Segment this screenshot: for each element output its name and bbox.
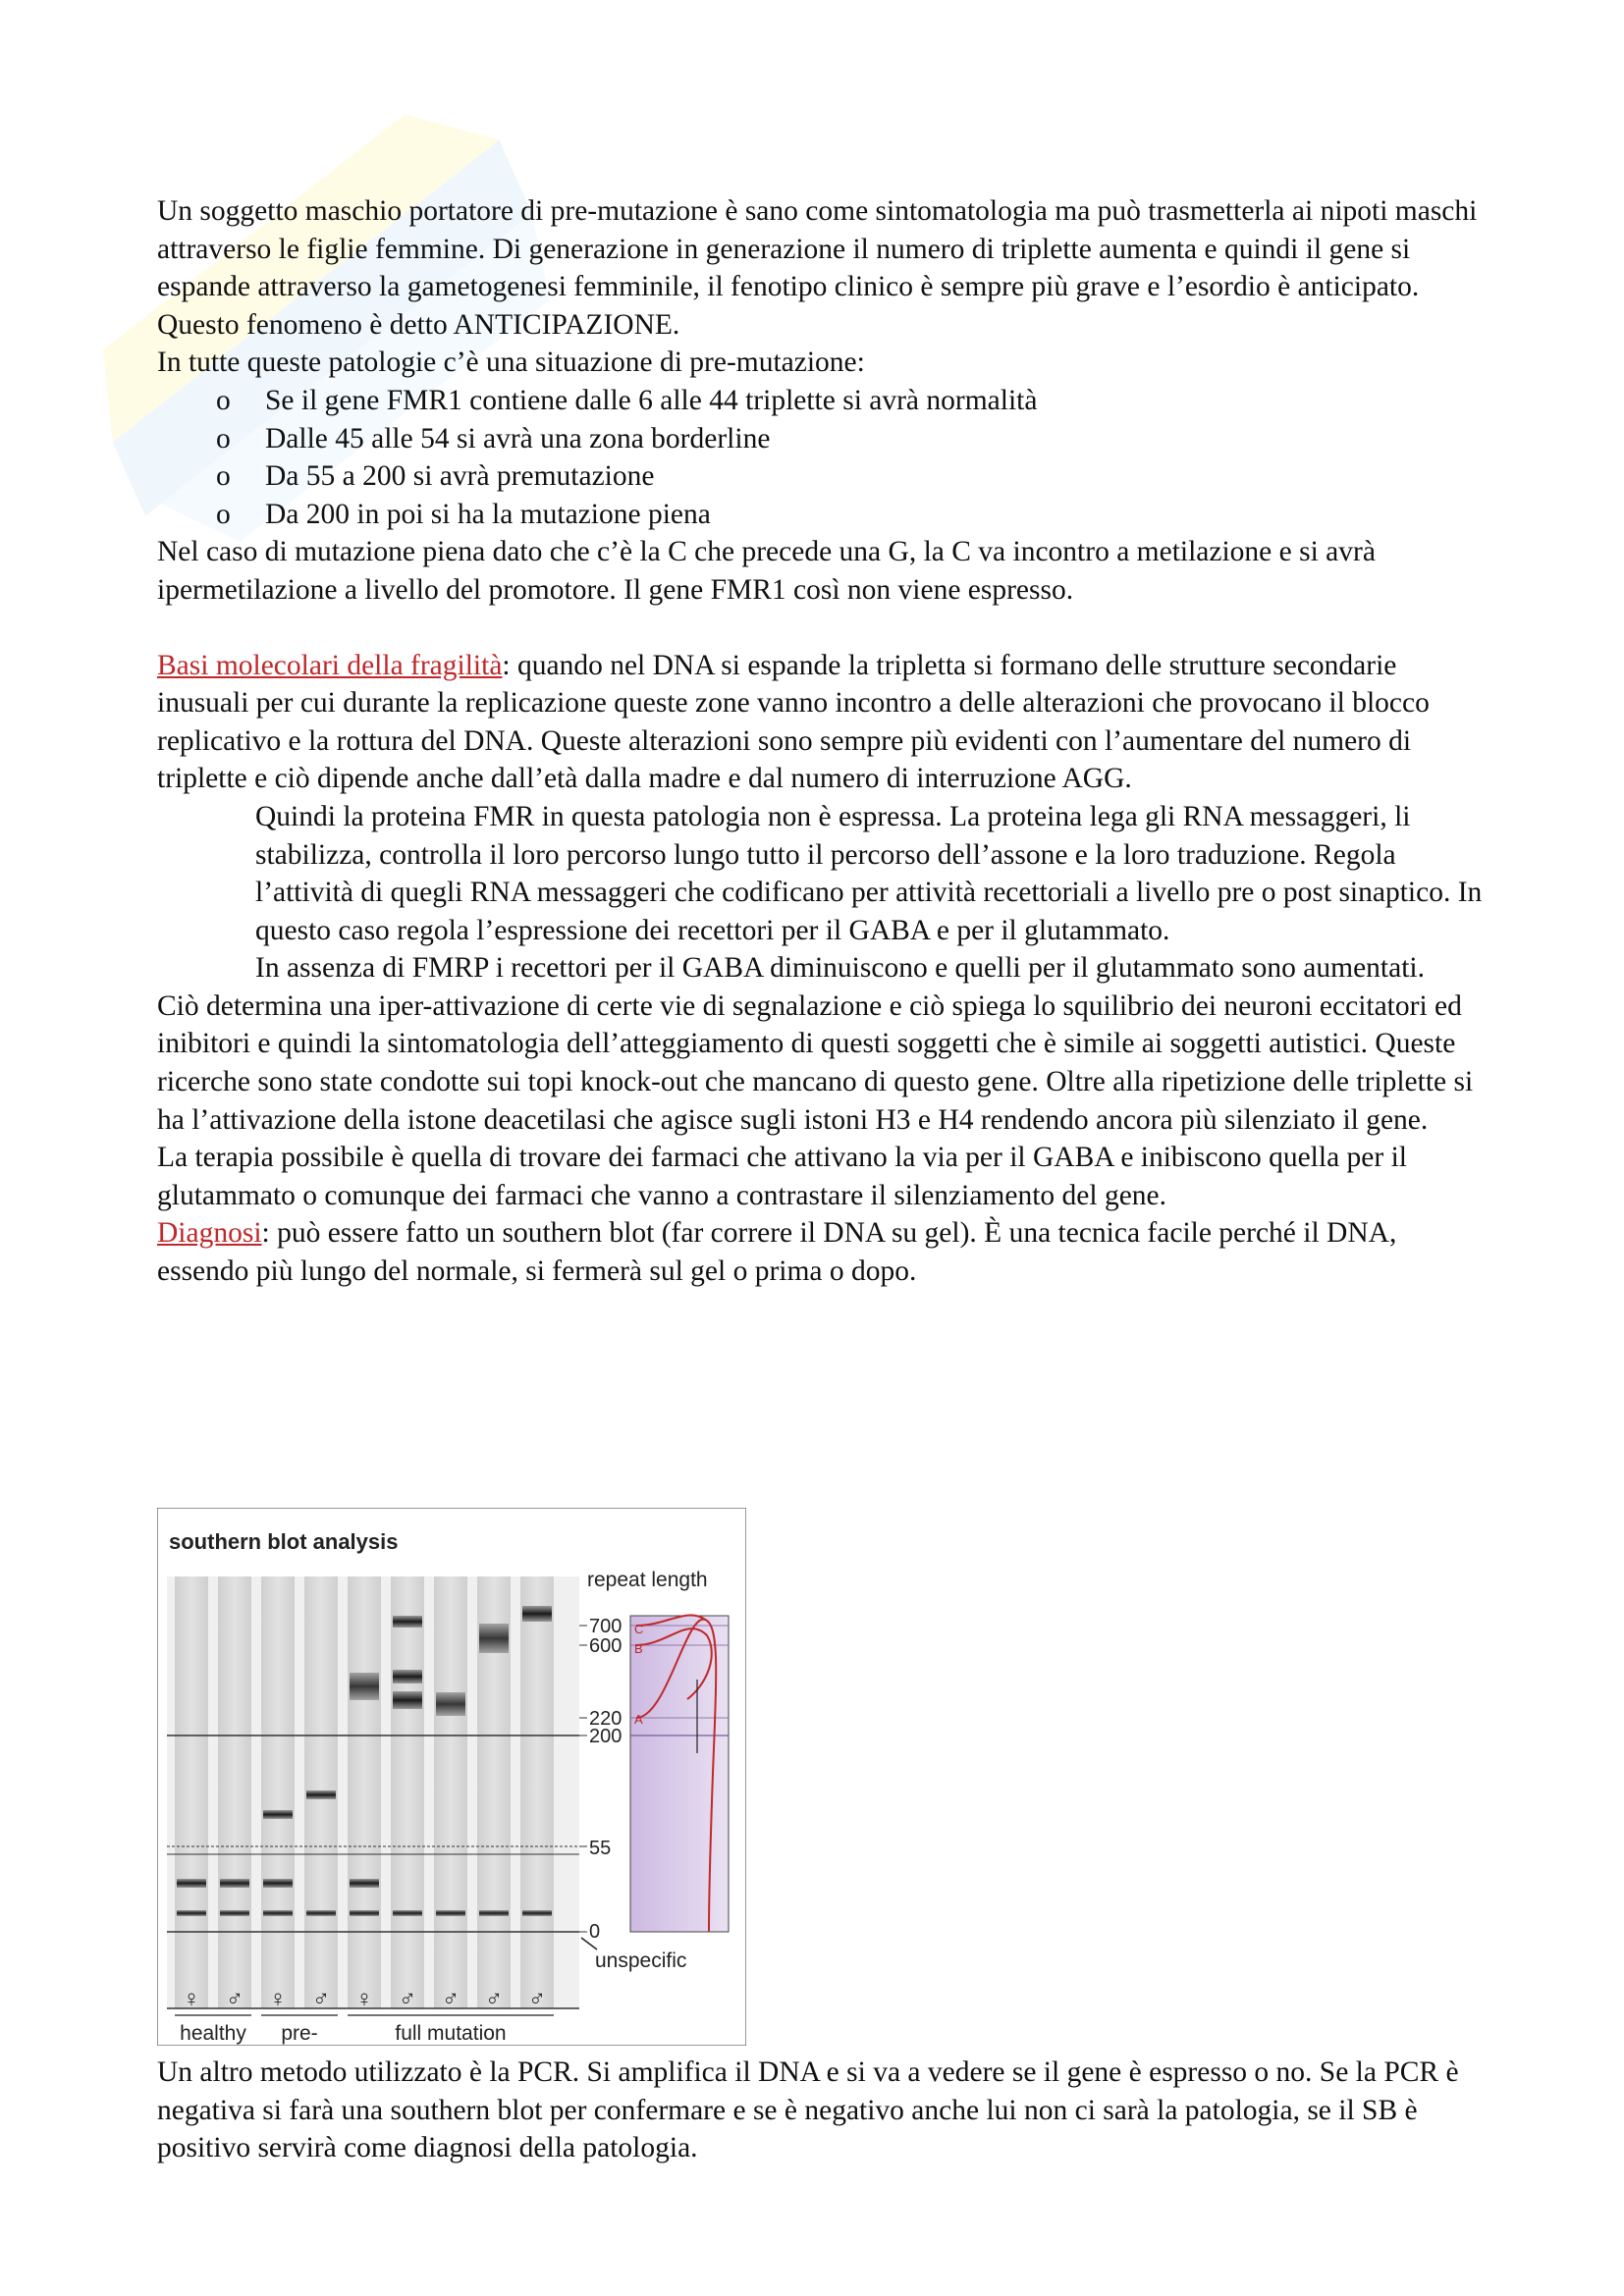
paragraph-proteina-fmr: Quindi la proteina FMR in questa patologia non è espressa. La proteina lega gli RNA messaggeri, li stabilizza, controlla il loro percorso lungo tutto il percorso dell’assone e la loro traduzione. Regola l’attività di quegli RNA messaggeri che codificano per attività recettoriali a livello pre o post sinaptico. In questo caso regola l’espressione dei recettori per il GABA e per il glutammato. — [255, 800, 1483, 946]
group-label-healthy: healthy — [180, 2022, 246, 2045]
sex-symbol: ♀ — [269, 1986, 287, 2012]
sex-symbol: ♂ — [442, 1986, 460, 2012]
tick-label: 220 — [589, 1708, 623, 1730]
unspecific-label: unspecific — [595, 1949, 687, 1972]
paragraph-fmrp-assenza: In assenza di FMRP i recettori per il GABA diminuiscono e quelli per il glutammato sono aumentati. — [255, 952, 1425, 985]
peak-letter: A — [634, 1712, 643, 1727]
sex-symbol: ♂ — [485, 1986, 503, 2012]
paragraph-iperattivazione: Ciò determina una iper-attivazione di certe vie di segnalazione e ciò spiega lo squilibrio dei neuroni eccitatori ed inibitori e quindi la sintomatologia dell’atteggiamento di questi soggetti che è simile ai soggetti autistici. Queste ricerche sono state condotte sui topi knock-out che mancano di questo gene. Oltre alla ripetizione delle triplette si ha l’attivazione della istone deacetilasi che agisce sugli istoni H3 e H4 rendendo ancora più silenziato il gene. — [157, 989, 1474, 1136]
paragraph-basi-molecolari: Basi molecolari della fragilità: quando nel DNA si espande la tripletta si formano delle strutture secondarie inusuali per cui durante la replicazione queste zone vanno incontro a delle alterazioni che provocano il blocco replicativo e la rottura del DNA. Queste alterazioni sono sempre più evidenti con l’aumentare del numero di triplette e ciò dipende anche dall’età dalla madre e dal numero di interruzione AGG. — [157, 649, 1430, 795]
repeat-length-label: repeat length — [587, 1569, 708, 1591]
sex-symbol: ♂ — [399, 1986, 416, 2012]
peak-letter: C — [634, 1622, 644, 1636]
paragraph-terapia: La terapia possibile è quella di trovare dei farmaci che attivano la via per il GABA e inibiscono quella per il glutammato o comunque dei farmaci che vanno a contrastare il silenziamento del gene. — [157, 1142, 1407, 1211]
list-item: o Da 200 in poi si ha la mutazione piena — [216, 498, 711, 530]
tick-label: 700 — [589, 1616, 623, 1637]
document-body — [157, 192, 1492, 1291]
figure-title: southern blot analysis — [169, 1529, 399, 1554]
paragraph-anticipazione: Un soggetto maschio portatore di pre-mutazione è sano come sintomatologia ma può trasmetterla ai nipoti maschi attraverso le figlie femmine. Di generazione in generazione il numero di triplette aumenta e quindi il gene si espande attraverso la gametogenesi femminile, il fenotipo clinico è sempre più grave e l’esordio è anticipato. Questo fenomeno è detto ANTICIPAZIONE. — [157, 195, 1478, 341]
paragraph-ipermetilazione: Nel caso di mutazione piena dato che c’è la C che precede una G, la C va incontro a metilazione e si avrà ipermetilazione a livello del promotore. Il gene FMR1 così non viene espresso. — [157, 536, 1376, 606]
heading-basi-molecolari: Basi molecolari della fragilità — [157, 649, 503, 681]
sex-symbol: ♂ — [226, 1986, 244, 2012]
sex-symbol: ♂ — [312, 1986, 330, 2012]
tick-label: 200 — [589, 1726, 623, 1747]
list-item: o Se il gene FMR1 contiene dalle 6 alle 44 triplette si avrà normalità — [216, 384, 1038, 416]
tick-label: 0 — [589, 1921, 601, 1943]
paragraph-pcr: Un altro metodo utilizzato è la PCR. Si amplifica il DNA e si va a vedere se il gene è espresso o no. Se la PCR è negativa si farà una southern blot per confermare e se è negativo anche lui non ci sarà la patologia, se il SB è positivo servirà come diagnosi della patologia. — [157, 2056, 1459, 2164]
sex-symbol: ♀ — [355, 1986, 373, 2012]
document-body-after-figure — [157, 2054, 1492, 2167]
list-item: o Da 55 a 200 si avrà premutazione — [216, 460, 655, 493]
peak-letter: B — [634, 1641, 643, 1656]
heading-diagnosi: Diagnosi — [157, 1217, 262, 1250]
sex-symbol: ♀ — [183, 1986, 200, 2012]
southern-blot-figure — [157, 1508, 746, 2046]
repeat-distribution-panel — [630, 1615, 729, 1932]
lane-sex-symbols — [183, 1986, 546, 2012]
tick-label: 600 — [589, 1635, 623, 1657]
sex-symbol: ♂ — [528, 1986, 546, 2012]
group-label-full-mutation: full mutation — [395, 2022, 507, 2045]
paragraph-premutazione-intro: In tutte queste patologie c’è una situazione di pre-mutazione: — [157, 347, 865, 379]
list-item: o Dalle 45 alle 54 si avrà una zona borderline — [216, 422, 771, 454]
group-label-pre: pre- — [281, 2022, 318, 2045]
triplet-ranges-list — [157, 382, 1492, 533]
tick-label: 55 — [589, 1838, 612, 1859]
paragraph-diagnosi: Diagnosi: può essere fatto un southern blot (far correre il DNA su gel). È una tecnica facile perché il DNA, essendo più lungo del normale, si fermerà sul gel o prima o dopo. — [157, 1217, 1397, 1288]
